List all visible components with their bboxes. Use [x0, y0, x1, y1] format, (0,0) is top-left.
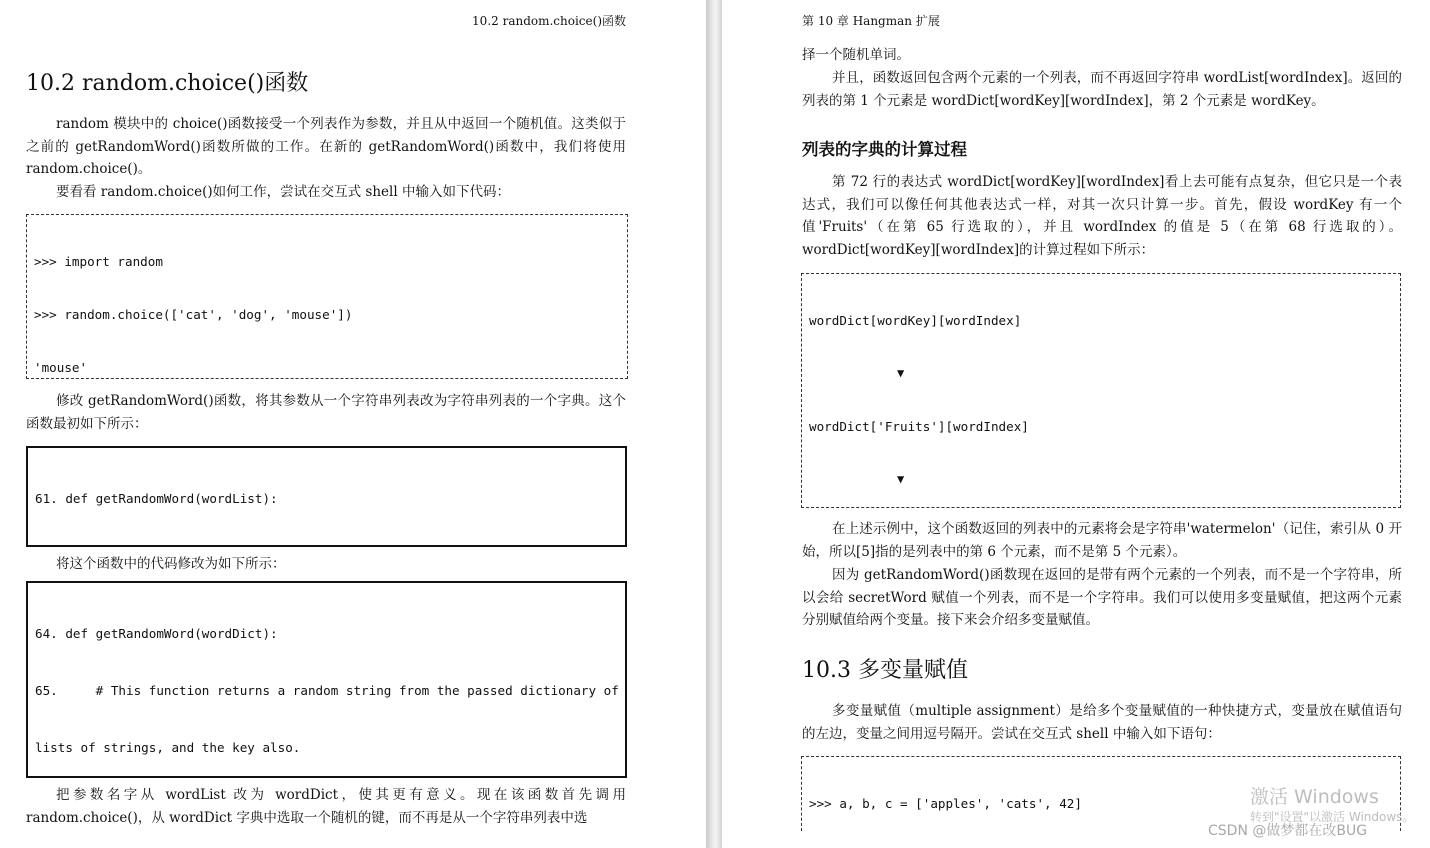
csdn-watermark: CSDN @做梦都在改BUG — [1208, 823, 1368, 839]
right-para-6: 多变量赋值（multiple assignment）是给多个变量赋值的一种快捷方式，变量放在赋值语句的左边，变量之间用逗号隔开。尝试在交互式 shell 中输入如下语句： — [802, 703, 1402, 742]
left-para-3: 修改 getRandomWord()函数，将其参数从一个字符串列表改为字符串列表的一个字典。这个函数最初如下所示： — [26, 393, 626, 432]
evaluation-steps-box — [801, 273, 1401, 508]
code-line: 61. def getRandomWord(wordList): — [35, 491, 278, 506]
page-gutter — [706, 0, 722, 848]
right-para-5: 因为 getRandomWord()函数现在返回的是带有两个元素的一个列表，而不是一个字符串，所以会给 secretWord 赋值一个列表，而不是一个字符串。我们可以使用多变量赋值，把这两个元素分别赋值给两个变量。接下来会介绍多变量赋值。 — [802, 567, 1402, 628]
code-line: >>> random.choice(['cat', 'dog', 'mouse']) — [34, 306, 353, 322]
right-para-4: 在上述示例中，这个函数返回的列表中的元素将会是字符串'watermelon'（记住，索引从 0 开始，所以[5]指的是列表中的第 6 个元素，而不是第 5 个元素）。 — [802, 521, 1402, 560]
left-para-1: random 模块中的 choice()函数接受一个列表作为参数，并且从中返回一个随机值。这类似于之前的 getRandomWord()函数所做的工作。在新的 getRandomWord()函数中，我们将使用 random.choice()。 — [26, 116, 626, 177]
code-line: lists of strings, and the key also. — [35, 740, 301, 755]
right-para-2: 并且，函数返回包含两个元素的一个列表，而不再返回字符串 wordList[wordIndex]。返回的列表的第 1 个元素是 wordDict[wordKey][wordIndex]，第 2 个元素是 wordKey。 — [802, 70, 1402, 109]
windows-activation-subtitle: 转到"设置"以激活 Windows。 — [1250, 810, 1415, 824]
left-para-2: 要看看 random.choice()如何工作，尝试在交互式 shell 中输入如下代码： — [56, 184, 510, 200]
code-line: >>> import random — [34, 254, 163, 270]
left-running-header: 10.2 random.choice()函数 — [472, 14, 626, 28]
eval-line: wordDict['Fruits'][wordIndex] — [809, 418, 1029, 434]
eval-line: wordDict[wordKey][wordIndex] — [809, 313, 1022, 329]
section-title-10-3: 10.3 多变量赋值 — [802, 658, 968, 683]
right-para-1: 择一个随机单词。 — [802, 47, 910, 63]
code-line: 65. # This function returns a random string from the passed dictionary of — [35, 683, 619, 698]
code-block-getrandomword-new — [26, 581, 627, 778]
right-running-header: 第 10 章 Hangman 扩展 — [802, 14, 940, 28]
left-page — [0, 0, 706, 848]
code-line — [35, 546, 618, 547]
subheading-dict-eval: 列表的字典的计算过程 — [802, 140, 967, 159]
code-block-getrandomword-old — [26, 446, 627, 547]
right-page — [722, 0, 1430, 848]
left-para-4: 将这个函数中的代码修改为如下所示： — [56, 556, 286, 572]
code-line: >>> a, b, c = ['apples', 'cats', 42] — [809, 796, 1082, 812]
left-para-5: 把参数名字从 wordList 改为 wordDict，使其更有意义。现在该函数首先调用 random.choice()，从 wordDict 字典中选取一个随机的键，而不再是从一个字符串列表中选 — [26, 787, 626, 826]
right-para-3: 第 72 行的表达式 wordDict[wordKey][wordIndex]看上去可能有点复杂，但它只是一个表达式，我们可以像任何其他表达式一样，对其一次只计算一步。首先，假设 wordKey 有一个值'Fruits'（在第 65 行选取的），并且 wordIndex 的值是 5（在第 68 行选取的）。wordDict[wordKey][wordIndex]的计算过程如下所示： — [802, 174, 1402, 258]
down-arrow-icon: ▼ — [897, 365, 905, 380]
code-line: 'mouse' — [34, 359, 88, 375]
code-line: 64. def getRandomWord(wordDict): — [35, 626, 278, 641]
down-arrow-icon: ▼ — [897, 471, 905, 486]
code-block-random-choice — [26, 214, 628, 379]
section-title-10-2: 10.2 random.choice()函数 — [26, 71, 309, 96]
windows-activation-title: 激活 Windows — [1250, 786, 1379, 808]
